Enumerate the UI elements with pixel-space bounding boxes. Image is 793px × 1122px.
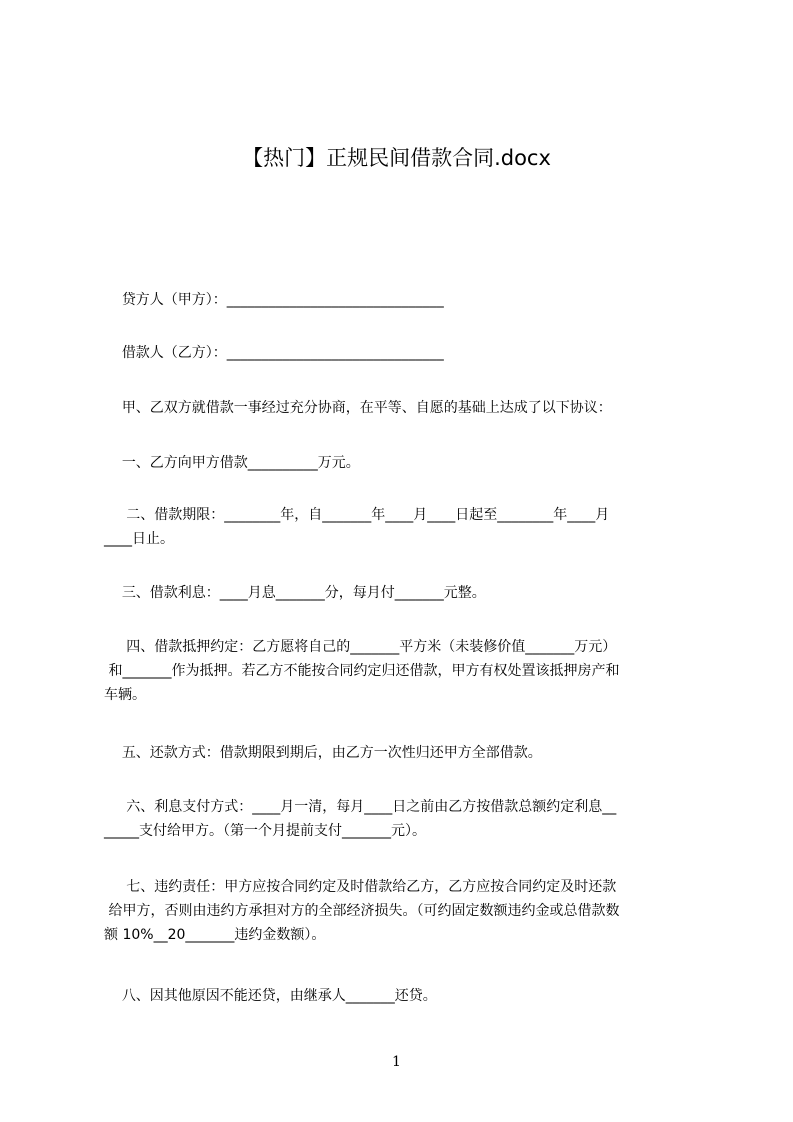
clause-4-collateral: 四、借款抵押约定：乙方愿将自己的_______平方米（未装修价值_______万元） 和_______作为抵押。若乙方不能按合同约定归还借款，甲方有权处置该抵押房产和 车辆。: [104, 639, 620, 703]
clause-8-inheritance: 八、因其他原因不能还贷，由继承人_______还贷。: [104, 988, 437, 1004]
clause-5-repayment: 五、还款方式：借款期限到期后，由乙方一次性归还甲方全部借款。: [104, 745, 542, 761]
clause-6-interest-payment: 六、利息支付方式：____月一清，每月____日之前由乙方按借款总额约定利息__ _____支付给甲方。（第一个月提前支付_______元）。: [104, 799, 617, 839]
preamble-paragraph: 甲、乙双方就借款一事经过充分协商，在平等、自愿的基础上达成了以下协议：: [104, 400, 612, 416]
clause-7-liability: 七、违约责任：甲方应按合同约定及时借款给乙方，乙方应按合同约定及时还款 给甲方，否则由违约方承担对方的全部经济损失。（可约固定数额违约金或总借款数 额 10%__20_______违约金数额）。: [104, 879, 620, 943]
document-title: 【热门】正规民间借款合同.docx: [242, 146, 551, 170]
clause-1-loan-amount: 一、乙方向甲方借款__________万元。: [104, 455, 360, 471]
borrower-line: 借款人（乙方）：_______________________________: [104, 345, 444, 361]
clause-3-interest: 三、借款利息：____月息_______分，每月付_______元整。: [104, 585, 486, 601]
page-number: 1: [392, 1054, 401, 1070]
lender-line: 贷方人（甲方）：_______________________________: [104, 292, 444, 308]
clause-2-loan-term: 二、借款期限：________年，自_______年____月____日起至________年____月 ____日止。: [104, 507, 610, 547]
